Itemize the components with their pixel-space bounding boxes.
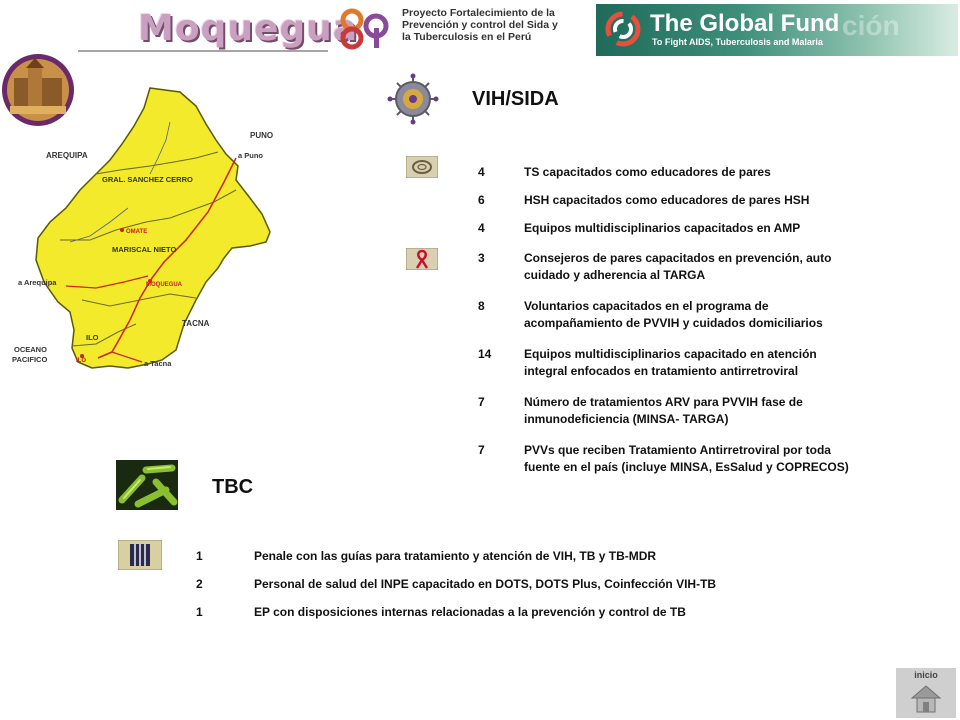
map-label: ILO xyxy=(76,358,86,364)
map-region-moquegua xyxy=(36,88,270,368)
indicator-text: Voluntarios capacitados en el programa de acompañamiento de PVVIH y cuidados domiciliarios xyxy=(524,299,823,330)
global-fund-logo xyxy=(603,10,643,48)
indicator-value: 4 xyxy=(478,221,485,235)
indicator-value: 14 xyxy=(478,347,492,361)
red-ribbon-icon xyxy=(406,248,438,270)
region-title: Moquegua xyxy=(138,8,359,49)
map-label: ILO xyxy=(86,333,99,342)
moquegua-map xyxy=(0,62,330,402)
map-label: a Puno xyxy=(238,151,264,160)
indicator-value: 2 xyxy=(196,577,203,591)
indicator-value: 8 xyxy=(478,299,485,313)
banner-ghost-text: ción xyxy=(842,10,900,41)
indicator-value: 7 xyxy=(478,443,485,457)
prison-icon xyxy=(118,540,162,570)
indicator-text: TS capacitados como educadores de pares xyxy=(524,165,771,179)
indicator-value: 4 xyxy=(478,165,485,179)
project-name xyxy=(402,7,558,43)
map-label: PUNO xyxy=(250,131,274,140)
global-fund-title: The Global Fund xyxy=(650,10,840,37)
indicator-text: Penale con las guías para tratamiento y atención de VIH, TB y TB-MDR xyxy=(254,549,657,563)
indicator-text: Número de tratamientos ARV para PVVIH fase de inmunodeficiencia (MINSA- TARGA) xyxy=(524,395,803,426)
map-label: a Arequipa xyxy=(18,278,57,287)
virus-icon xyxy=(386,72,440,126)
map-label: OMATE xyxy=(126,229,148,235)
indicator-text: Equipos multidisciplinarios capacitados en AMP xyxy=(524,221,801,235)
indicator-value: 1 xyxy=(196,549,203,563)
tbc-section-title: TBC xyxy=(212,476,254,498)
map-label: PACIFICO xyxy=(12,355,48,364)
map-label: MOQUEGUA xyxy=(146,282,182,288)
map-label: MARISCAL NIETO xyxy=(112,245,177,254)
indicator-text: Equipos multidisciplinarios capacitado en atención integral enfocados en tratamiento antirretroviral xyxy=(524,347,817,378)
bacteria-icon xyxy=(116,460,178,510)
project-line: la Tuberculosis en el Perú xyxy=(402,31,532,43)
project-logo xyxy=(338,6,396,52)
map-label: AREQUIPA xyxy=(46,151,88,160)
header-rule xyxy=(78,50,328,52)
indicator-value: 3 xyxy=(478,251,485,265)
global-fund-tagline: To Fight AIDS, Tuberculosis and Malaria xyxy=(652,37,823,47)
indicator-text: Consejeros de pares capacitados en prevención, auto cuidado y adherencia al TARGA xyxy=(524,251,832,282)
map-label: OCEANO xyxy=(14,345,47,354)
indicator-text: EP con disposiciones internas relacionadas a la prevención y control de TB xyxy=(254,605,686,619)
inicio-button[interactable] xyxy=(896,668,956,718)
project-line: Prevención y control del Sida y xyxy=(402,19,558,31)
inicio-label: inicio xyxy=(914,670,938,680)
map-label: GRAL. SANCHEZ CERRO xyxy=(102,175,193,184)
indicator-text: PVVs que reciben Tratamiento Antirretroviral por toda fuente en el país (incluye MINSA, EsSalud y COPRECOS) xyxy=(524,443,849,474)
indicator-value: 7 xyxy=(478,395,485,409)
indicator-text: HSH capacitados como educadores de pares HSH xyxy=(524,193,810,207)
indicator-value: 1 xyxy=(196,605,203,619)
condom-icon xyxy=(406,156,438,178)
indicator-value: 6 xyxy=(478,193,485,207)
vih-section-title: VIH/SIDA xyxy=(472,88,559,110)
indicator-text: Personal de salud del INPE capacitado en DOTS, DOTS Plus, Coinfección VIH-TB xyxy=(254,577,717,591)
map-label: a Tacna xyxy=(144,359,172,368)
home-icon xyxy=(908,680,944,716)
map-town-marker xyxy=(120,228,124,232)
map-label: TACNA xyxy=(182,319,210,328)
project-line: Proyecto Fortalecimiento de la xyxy=(402,7,555,19)
